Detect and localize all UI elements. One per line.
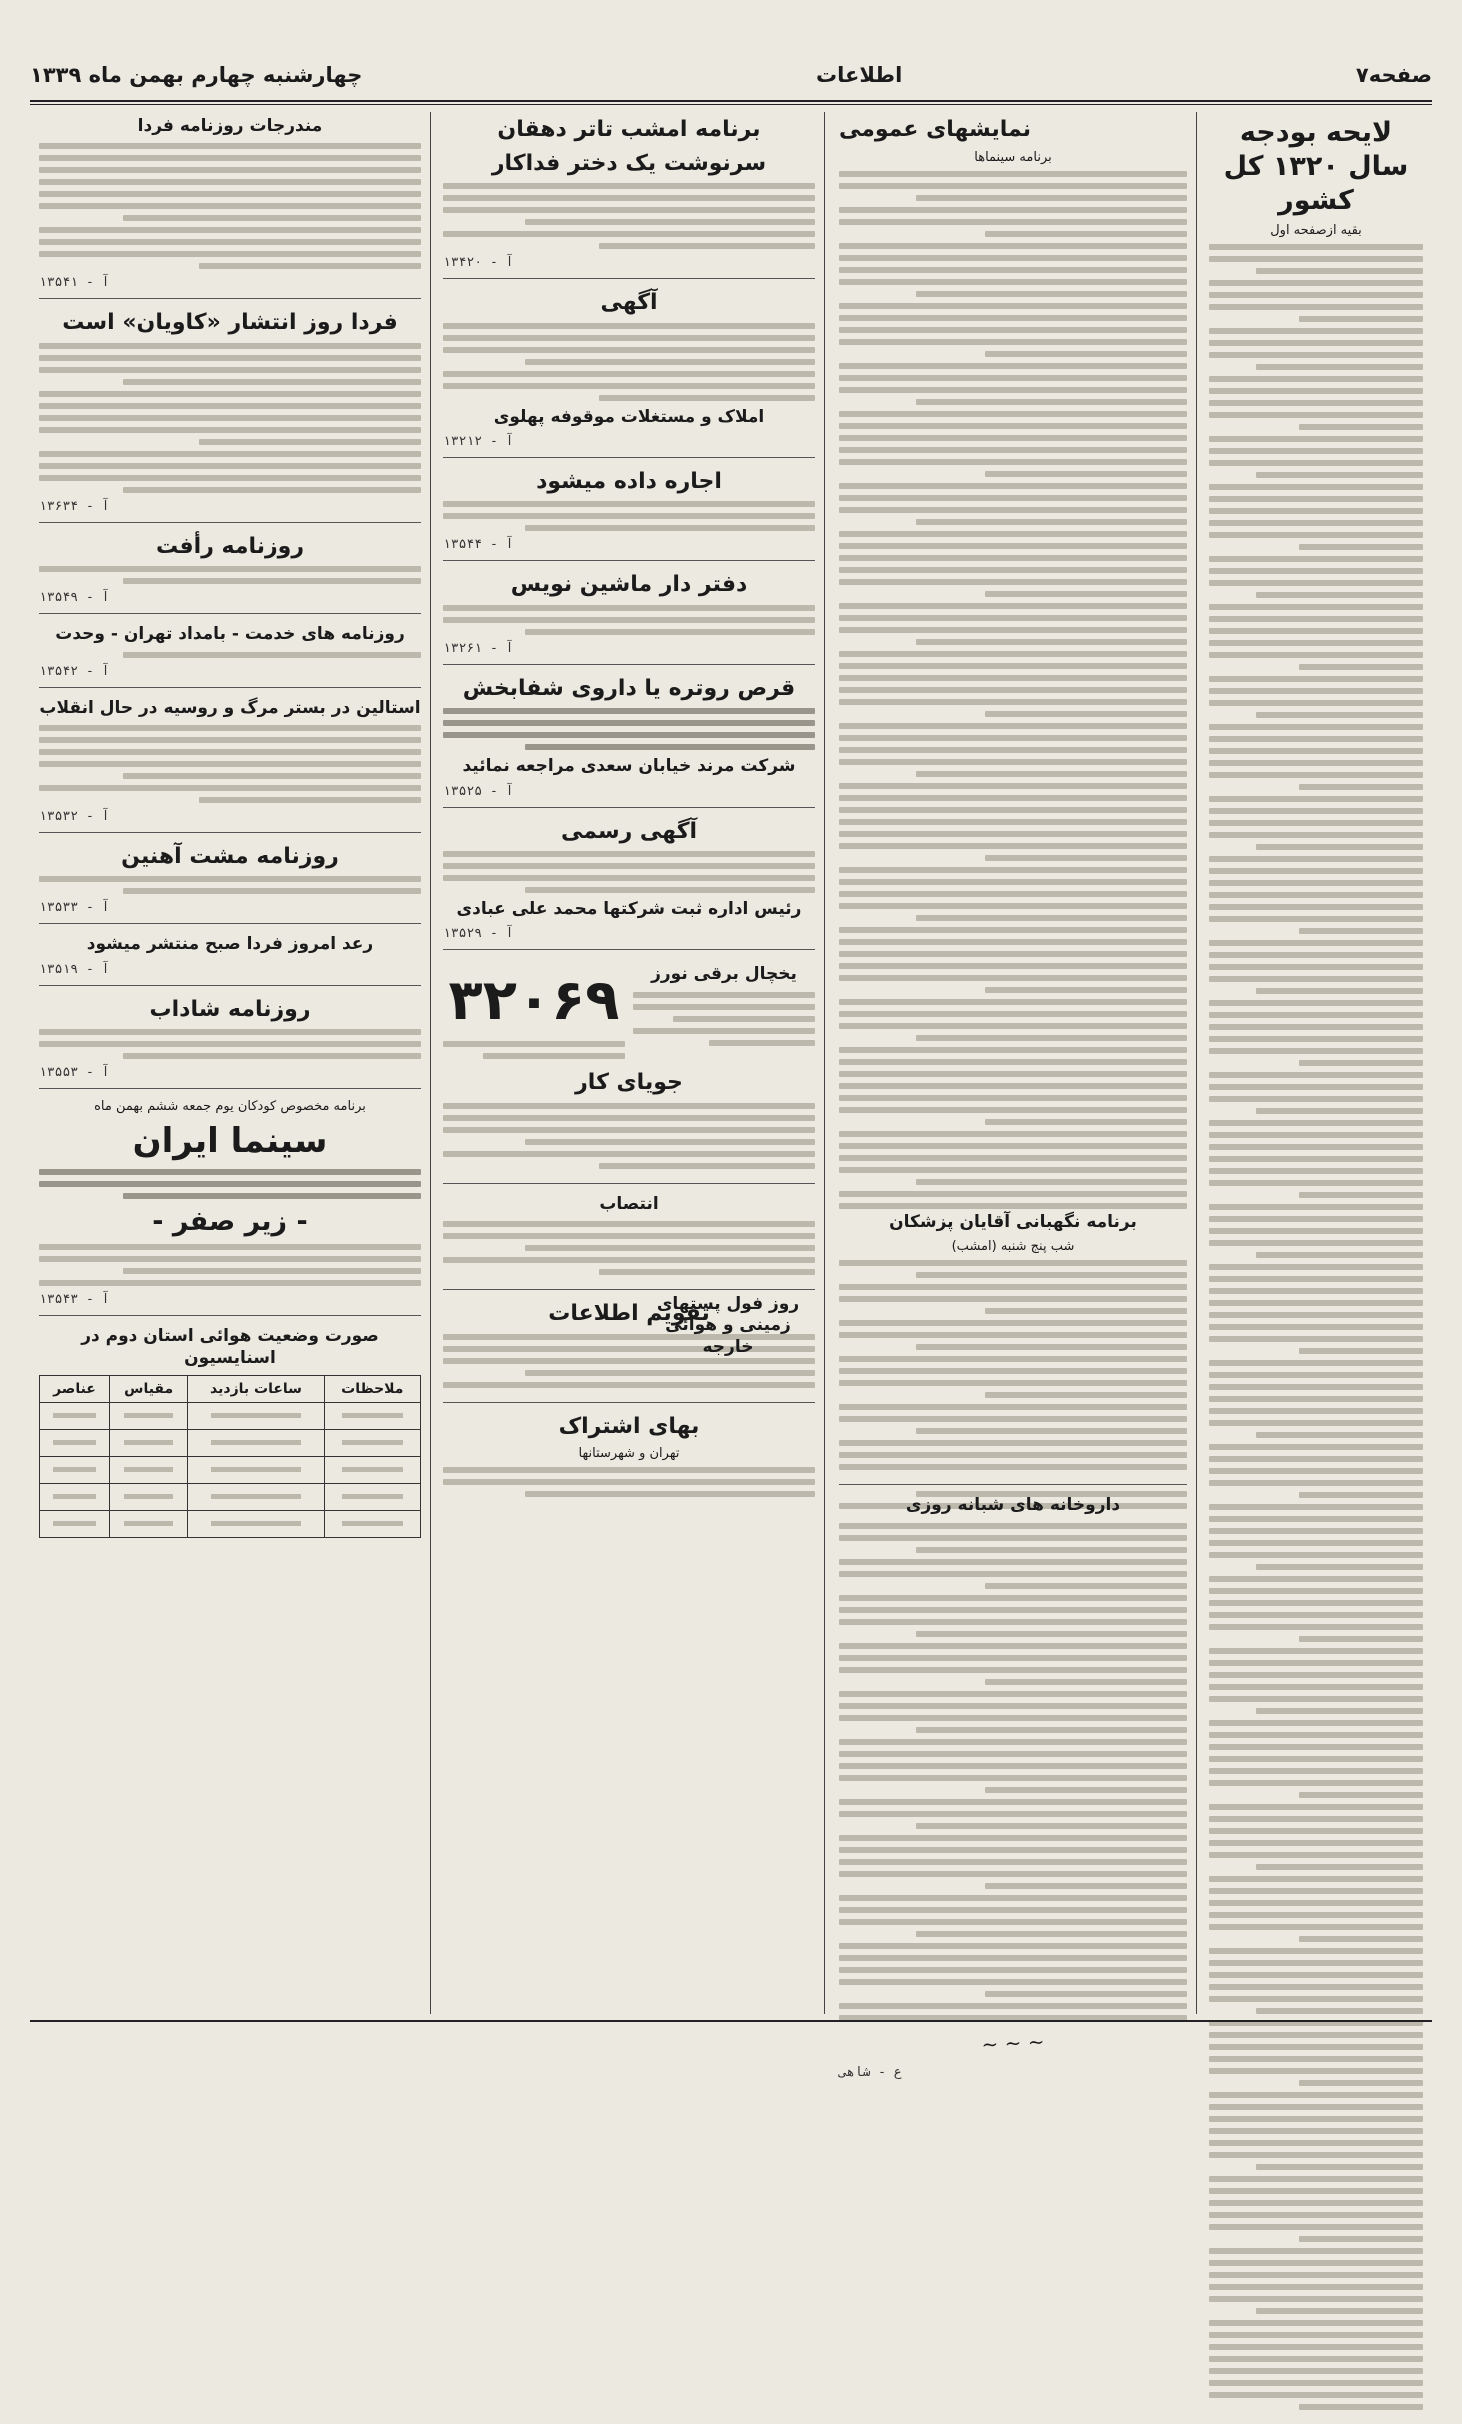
column-left [30,112,430,2014]
theatre-ad [443,116,815,279]
kids-line: برنامه مخصوص کودکان یوم جمعه ششم بهمن ماه [94,1099,366,1114]
editor-signature: ~ ~ ~ [980,2028,1046,2057]
pharmacies-title: داروخانه های شبانه روزی [905,1495,1121,1516]
weather-col-scale: مقیاس [109,1375,187,1402]
jobs-ad [443,1069,815,1184]
column-doctors [830,1208,1196,2080]
khedmat-title: روزنامه های خدمت - بامداد تهران - وحدت [55,624,405,645]
table-row [40,1402,421,1429]
mosht-ad [39,843,421,925]
column-flights [630,1290,826,2014]
stalin-ad [39,698,421,833]
typist-ad [443,571,815,665]
shadab-ad [39,996,421,1090]
official-ad [443,818,815,951]
header-rule-thin [30,104,1432,105]
flights-title: روز فول پستهای زمینی و هوائی خارجه [656,1294,800,1357]
stalin-ref: آ - ۱۳۵۳۲ [39,808,110,824]
footer-rule [30,2020,1432,2022]
official-ref: آ - ۱۳۵۲۹ [443,926,514,942]
weather-table [39,1375,421,1538]
film-title: - زیر صفر - [152,1205,308,1237]
doctors-subtitle: شب پنج شنبه (امشب) [951,1239,1075,1255]
rafat-title: روزنامه رأفت [155,533,305,559]
pharmacies [839,1495,1187,2087]
theatre-play: سرنوشت یک دختر فداکار [491,150,767,176]
subscription-title: بهای اشتراک [558,1413,700,1439]
rafat-ref: آ - ۱۳۵۴۹ [39,590,110,606]
doctors-title: برنامه نگهبانی آقایان پزشکان [889,1212,1137,1232]
doctors-program [839,1212,1187,1485]
lower-ads-row [443,960,815,1065]
kavian-title: فردا روز انتشار «کاویان» است [62,310,398,336]
typist-ref: آ - ۱۳۲۶۱ [443,640,514,656]
table-row [40,1483,421,1510]
date-line: چهارشنبه چهارم بهمن ماه ۱۳۳۹ [30,63,363,87]
rent-title: اجاره داده میشود [536,468,722,494]
editor-ref: ع - شاهی [839,2064,902,2080]
page-label: صفحه۷ [1355,63,1432,87]
contents-title: مندرجات روزنامه فردا [137,116,323,136]
shadab-ref: آ - ۱۳۵۵۳ [39,1065,110,1080]
khedmat-ad [39,624,421,687]
weather-box [39,1326,421,1538]
mosht-title: روزنامه مشت آهنین [121,843,339,869]
notice-ref: آ - ۱۳۲۱۲ [443,433,514,449]
tomorrow-ref: آ - ۱۳۵۱۹ [39,961,110,977]
fridge-title: یخچال برقی نورز [651,964,797,985]
notice-signer: املاک و مستغلات موقوفه پهلوی [493,406,765,427]
notice-ad [443,289,815,458]
official-signer: رئیس اداره ثبت شرکتها محمد علی عبادی [456,899,802,919]
official-title: آگهی رسمی [560,818,698,844]
appointment-title: انتصاب [599,1193,659,1214]
notice-title: آگهی [600,290,658,315]
table-row [40,1456,421,1483]
typist-title: دفتر دار ماشین نویس [510,572,748,598]
kavian-ref: آ - ۱۳۶۳۴ [39,498,110,514]
shows-header: نمایشهای عمومی [839,117,1031,142]
cinema-iran-ad [39,1099,421,1316]
fridge-ad [633,960,815,1065]
weather-title: صورت وضعیت هوائی استان دوم در اسنایسیون [81,1326,379,1368]
pill-ad [443,675,815,808]
column-budget [1200,112,1432,2014]
phone-ad [443,960,625,1065]
budget-headline: لایحه بودجه سال ۱۳۲۰ کل کشور [1223,117,1409,216]
budget-body [1209,244,1423,2410]
calendar-title: تقویم اطلاعات [548,1301,710,1326]
column-divider [1196,112,1197,2014]
appointment [443,1194,815,1290]
cinema-ref: آ - ۱۳۵۴۳ [39,1292,110,1308]
pill-title: قرص روتره یا داروی شفابخش [462,675,796,701]
weather-col-hours: ساعات بازدید [188,1375,324,1402]
column-divider [430,112,431,2014]
pill-ref: آ - ۱۳۵۲۵ [443,783,514,799]
subscription-subtitle: تهران و شهرستانها [578,1446,680,1461]
stalin-title: استالین در بستر مرگ و روسیه در حال انقلاب [39,697,421,718]
weather-col-elements: عناصر [40,1375,110,1402]
jobs-title: جویای کار [575,1070,683,1096]
khedmat-ref: آ - ۱۳۵۴۲ [39,663,110,679]
rent-ref: آ - ۱۳۵۴۴ [443,537,514,553]
weather-col-notes: ملاحظات [324,1375,420,1402]
shadab-title: روزنامه شاداب [149,996,311,1022]
header-rule [30,100,1432,102]
contents-box [39,116,421,299]
contents-ref: آ - ۱۳۵۴۱ [39,275,110,291]
rafat-ad [39,533,421,615]
rent-ad [443,468,815,562]
paper-name: اطلاعات [816,63,903,87]
cinema-name: سینما ایران [132,1121,328,1161]
tomorrow-ad [39,934,421,985]
theatre-title: برنامه امشب تاتر دهقان [497,117,761,142]
phone-number: ۳۲۰۶۹ [448,968,620,1034]
tomorrow-line: رعد امروز فردا صبح منتشر میشود [86,934,374,955]
table-row [40,1510,421,1537]
kavian-ad [39,309,421,523]
masthead [30,52,1432,98]
budget-article [1209,116,1423,2424]
cinemas-subtitle: برنامه سینماها [974,149,1052,165]
table-row [40,1429,421,1456]
mosht-ref: آ - ۱۳۵۳۳ [39,900,110,916]
budget-continued: بقیه ازصفحه اول [1270,223,1362,239]
theatre-ref: آ - ۱۳۴۲۰ [443,255,514,270]
pill-signer: شرکت مرند خیابان سعدی مراجعه نمائید [462,756,796,777]
